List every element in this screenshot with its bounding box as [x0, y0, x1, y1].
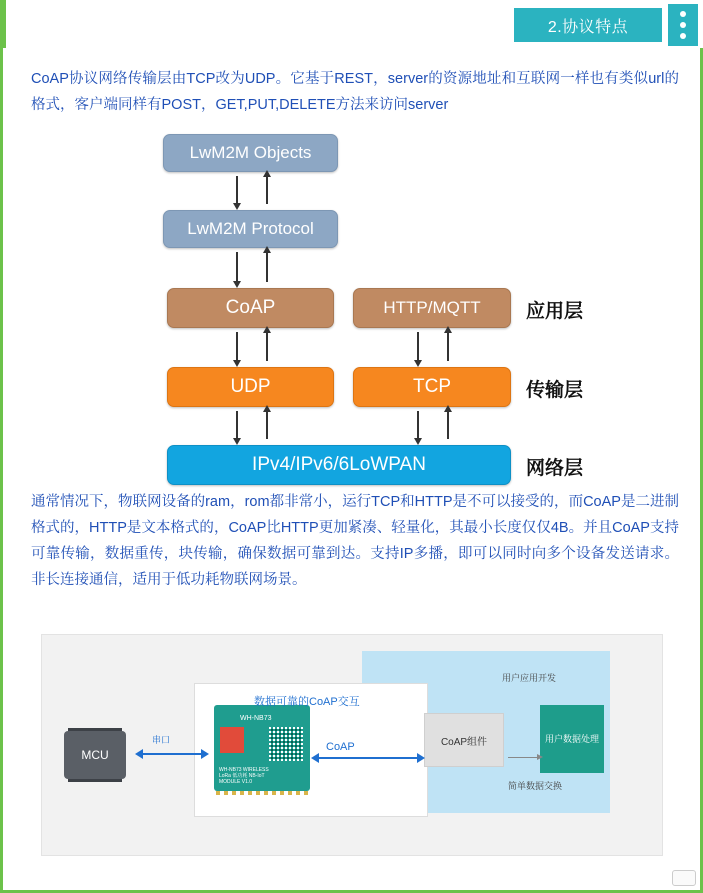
protocol-stack-diagram: [153, 130, 593, 480]
left-green-strip: [3, 0, 6, 48]
arrow-ip-to-udp: [266, 411, 268, 439]
module-sub-label: WH-NB73 WIRELESS LoRa 低功耗 NB-IoT MODULE V1.0: [219, 767, 269, 785]
arrow-coap-userdata: [508, 757, 538, 758]
arrow-module-coap: [318, 757, 418, 759]
intro-paragraph: CoAP协议网络传输层由TCP改为UDP。它基于REST，server的资源地址和互联网一样也有类似url的格式，客户端同样有POST，GET,PUT,DELETE方法来访问server: [31, 71, 679, 113]
arrow-coap-to-udp: [236, 332, 238, 361]
layer-label-network: 网络层: [526, 458, 584, 479]
section-title-badge: [514, 8, 662, 42]
stack-box-lwm2m-objects: LwM2M Objects: [163, 134, 338, 172]
layer-label-transport: 传输层: [526, 380, 584, 401]
stack-box-http-mqtt: HTTP/MQTT: [353, 288, 511, 328]
arrow-protocol-to-objects: [266, 176, 268, 204]
arrow-protocol-to-coap: [236, 252, 238, 282]
arrow-tcp-to-http: [447, 332, 449, 361]
mcu-chip: MCU: [64, 731, 126, 779]
stack-box-ip: IPv4/IPv6/6LoWPAN: [167, 445, 511, 485]
layer-label-application: 应用层: [526, 301, 584, 322]
serial-label: 串口: [152, 735, 171, 745]
stack-box-coap: CoAP: [167, 288, 334, 328]
nb-iot-module: [214, 705, 310, 791]
arrow-coap-to-protocol: [266, 252, 268, 282]
arrow-tcp-to-ip: [417, 411, 419, 439]
detail-paragraph: 通常情况下，物联网设备的ram，rom都非常小，运行TCP和HTTP是不可以接受的，而CoAP是二进制格式的，HTTP是文本格式的，CoAP比HTTP更加紧凑、轻量化，其最小长度仅仅4B。并且CoAP支持可靠传输，数据重传，块传输，确保数据可靠到达。支持IP多播，即可以同时向多个设备发送请求。非长连接通信，适用于低功耗物联网场景。: [31, 494, 679, 588]
arrow-mcu-module: [142, 753, 202, 755]
kebab-menu-icon[interactable]: [668, 4, 698, 46]
module-qr-code: [269, 727, 303, 761]
coap-label: CoAP: [326, 741, 355, 753]
menu-dot: [680, 33, 686, 39]
stack-box-lwm2m-protocol: LwM2M Protocol: [163, 210, 338, 248]
arrow-ip-to-tcp: [447, 411, 449, 439]
arrow-http-to-tcp: [417, 332, 419, 361]
menu-dot: [680, 11, 686, 17]
page-corner-decoration: [672, 870, 696, 886]
user-data-process-box: 用户数据处理: [540, 705, 604, 773]
module-pins: [216, 791, 308, 795]
user-app-panel-title: 用户应用开发: [502, 673, 557, 683]
arrow-udp-to-ip: [236, 411, 238, 439]
module-name-label: WH-NB73: [240, 715, 272, 722]
coap-interaction-label: 数据可靠的CoAP交互: [254, 696, 360, 708]
stack-box-udp: UDP: [167, 367, 334, 407]
module-ic: [220, 727, 244, 753]
menu-dot: [680, 22, 686, 28]
data-exchange-label: 简单数据交换: [508, 781, 563, 791]
arrow-udp-to-coap: [266, 332, 268, 361]
page-header: [3, 0, 703, 48]
section-title-text: 2.协议特点: [547, 18, 629, 36]
arrow-objects-to-protocol: [236, 176, 238, 204]
stack-box-tcp: TCP: [353, 367, 511, 407]
coap-component-box: CoAP组件: [424, 713, 504, 767]
architecture-illustration: [41, 634, 663, 856]
